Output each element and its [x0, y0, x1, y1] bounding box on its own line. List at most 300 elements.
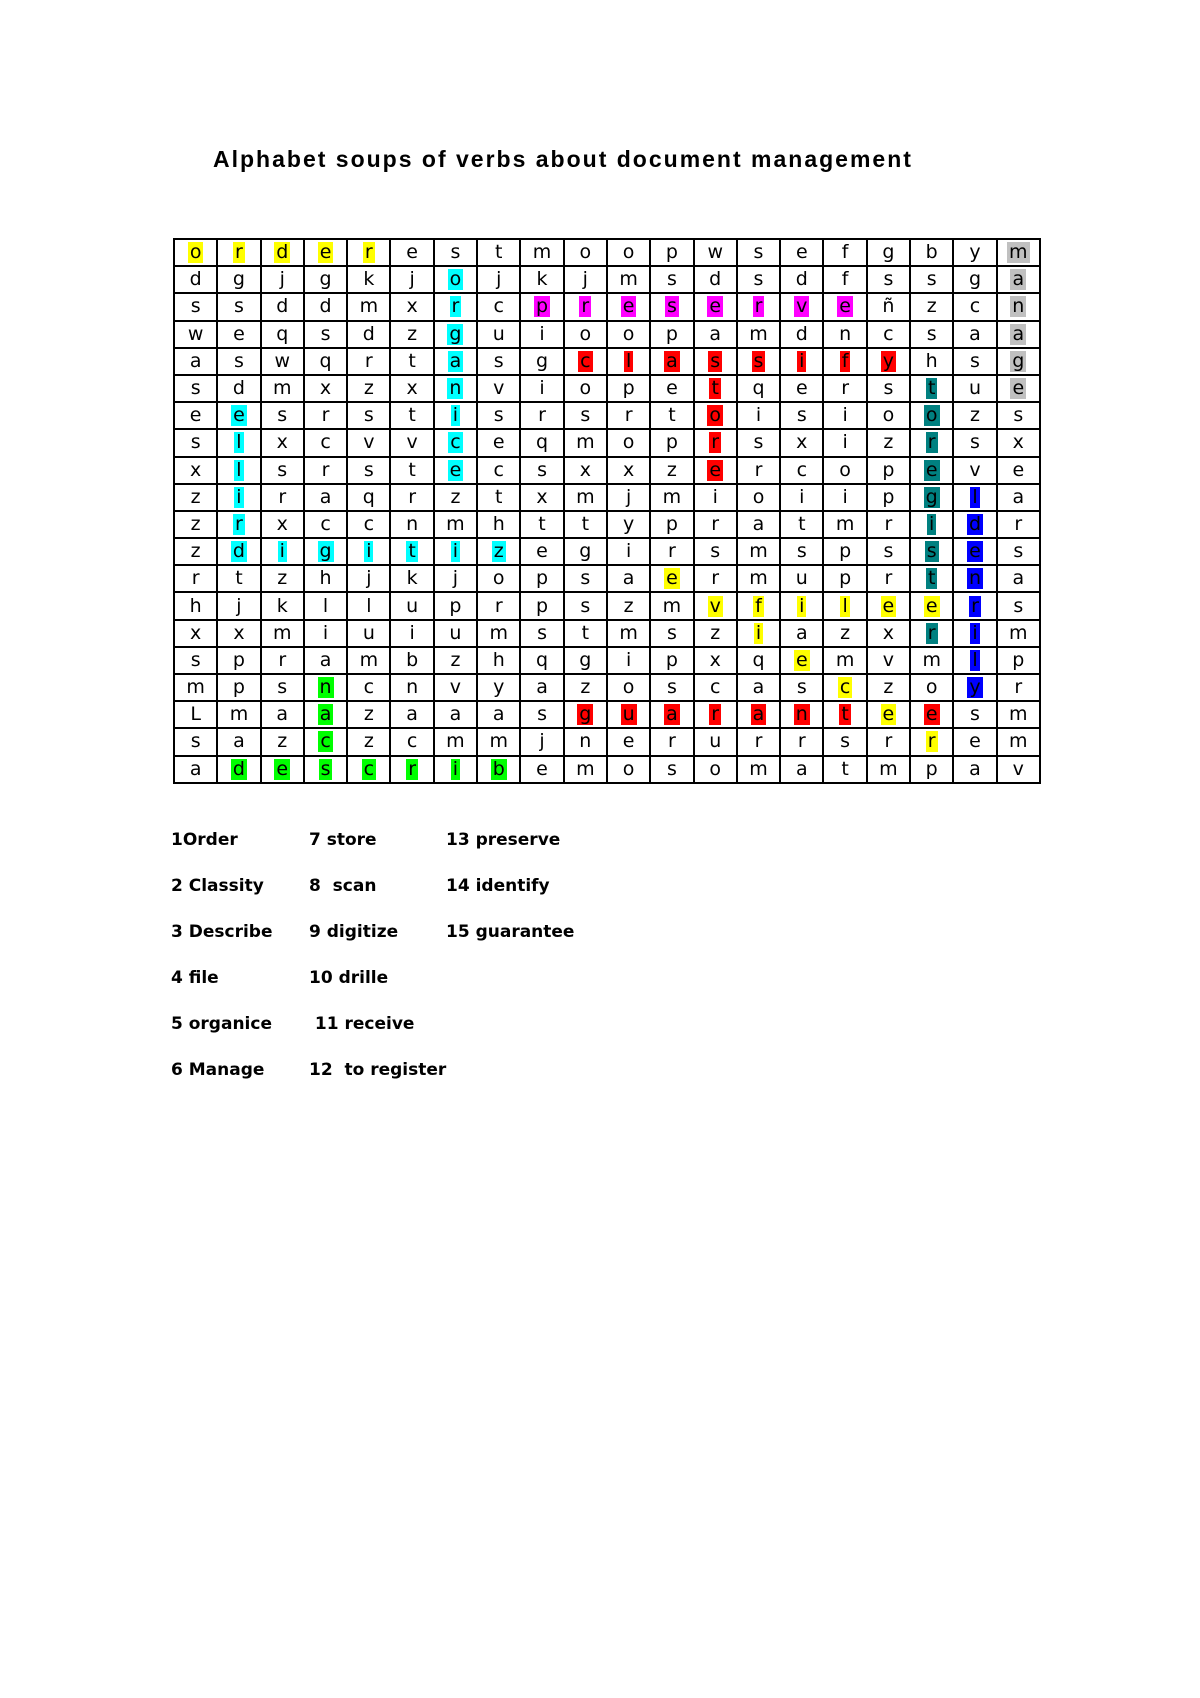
- grid-letter: h: [189, 594, 202, 617]
- grid-cell: [823, 348, 866, 375]
- grid-cell: [737, 293, 780, 320]
- grid-letter: i: [842, 431, 848, 454]
- grid-cell: [823, 511, 866, 538]
- grid-letter: g: [449, 322, 462, 345]
- grid-letter: s: [190, 295, 201, 318]
- grid-letter: o: [492, 567, 505, 590]
- grid-letter: e: [1012, 377, 1025, 400]
- grid-cell: [737, 565, 780, 592]
- grid-letter: x: [1012, 431, 1024, 454]
- grid-letter: n: [839, 322, 852, 345]
- grid-cell: [261, 674, 304, 701]
- grid-cell: [910, 375, 953, 402]
- grid-letter: s: [883, 540, 894, 563]
- grid-letter: t: [668, 404, 676, 427]
- grid-cell: [261, 701, 304, 728]
- grid-letter: v: [449, 676, 462, 699]
- grid-letter: x: [579, 458, 591, 481]
- grid-letter: u: [492, 322, 505, 345]
- grid-cell: [564, 293, 607, 320]
- grid-cell: [910, 511, 953, 538]
- grid-cell: [997, 484, 1040, 511]
- grid-cell: [304, 348, 347, 375]
- grid-cell: [520, 538, 563, 565]
- grid-cell: [477, 728, 520, 755]
- grid-letter: o: [925, 676, 938, 699]
- grid-letter: e: [795, 241, 808, 264]
- grid-letter: s: [1013, 540, 1024, 563]
- grid-cell: [997, 701, 1040, 728]
- grid-letter: s: [666, 676, 677, 699]
- grid-cell: [390, 756, 433, 783]
- grid-cell: [650, 620, 693, 647]
- grid-letter: a: [752, 703, 765, 726]
- grid-cell: [997, 457, 1040, 484]
- grid-cell: [434, 239, 477, 266]
- grid-cell: [217, 321, 260, 348]
- word-list-column: [171, 830, 273, 1106]
- grid-letter: p: [839, 540, 852, 563]
- grid-letter: s: [1013, 404, 1024, 427]
- grid-letter: r: [884, 567, 893, 590]
- grid-cell: [477, 402, 520, 429]
- grid-cell: [347, 239, 390, 266]
- grid-cell: [174, 429, 217, 456]
- grid-letter: z: [666, 458, 677, 481]
- grid-letter: e: [969, 540, 981, 563]
- grid-letter: r: [927, 621, 936, 644]
- grid-row: [174, 321, 1040, 348]
- grid-cell: [910, 239, 953, 266]
- grid-letter: d: [795, 322, 808, 345]
- grid-cell: [607, 457, 650, 484]
- grid-letter: y: [882, 349, 895, 372]
- grid-letter: c: [969, 295, 981, 318]
- grid-letter: t: [581, 621, 590, 644]
- grid-letter: v: [709, 594, 721, 617]
- grid-letter: z: [363, 730, 374, 753]
- grid-letter: r: [191, 567, 200, 590]
- grid-cell: [564, 511, 607, 538]
- grid-cell: [347, 429, 390, 456]
- grid-letter: n: [968, 567, 982, 590]
- grid-letter: g: [968, 268, 982, 291]
- grid-letter: m: [272, 377, 292, 400]
- grid-cell: [304, 592, 347, 619]
- grid-cell: [650, 402, 693, 429]
- grid-cell: [477, 239, 520, 266]
- grid-cell: [520, 511, 563, 538]
- grid-letter: r: [754, 295, 763, 318]
- grid-cell: [217, 511, 260, 538]
- grid-letter: s: [753, 349, 764, 372]
- grid-cell: [953, 592, 996, 619]
- grid-letter: d: [232, 757, 245, 780]
- grid-letter: m: [1009, 730, 1028, 753]
- grid-cell: [347, 701, 390, 728]
- grid-cell: [737, 728, 780, 755]
- grid-cell: [694, 756, 737, 783]
- grid-letter: m: [272, 621, 292, 644]
- grid-letter: m: [619, 268, 638, 291]
- grid-cell: [953, 348, 996, 375]
- grid-cell: [607, 647, 650, 674]
- grid-cell: [910, 674, 953, 701]
- grid-row: [174, 592, 1040, 619]
- grid-letter: s: [493, 349, 504, 372]
- grid-letter: q: [752, 648, 765, 671]
- grid-cell: [477, 511, 520, 538]
- grid-letter: a: [233, 730, 245, 753]
- grid-letter: u: [968, 377, 982, 400]
- grid-letter: e: [449, 458, 462, 481]
- grid-cell: [823, 484, 866, 511]
- grid-letter: r: [884, 730, 893, 753]
- grid-cell: [650, 484, 693, 511]
- grid-letter: o: [579, 241, 592, 264]
- grid-cell: [434, 538, 477, 565]
- word-item: 7 store: [309, 830, 377, 850]
- grid-cell: [390, 266, 433, 293]
- grid-cell: [564, 348, 607, 375]
- grid-cell: [997, 375, 1040, 402]
- word-item: 12 to register: [309, 1060, 447, 1080]
- grid-cell: [607, 375, 650, 402]
- grid-letter: e: [795, 377, 808, 400]
- grid-letter: v: [363, 431, 375, 454]
- grid-cell: [564, 756, 607, 783]
- grid-letter: s: [233, 349, 244, 372]
- grid-cell: [953, 293, 996, 320]
- grid-cell: [607, 321, 650, 348]
- grid-cell: [261, 375, 304, 402]
- grid-letter: x: [406, 377, 418, 400]
- grid-cell: [823, 457, 866, 484]
- grid-cell: [780, 674, 823, 701]
- grid-letter: p: [839, 567, 852, 590]
- grid-letter: r: [624, 404, 633, 427]
- grid-cell: [390, 402, 433, 429]
- grid-cell: [737, 620, 780, 647]
- grid-letter: a: [449, 349, 462, 372]
- grid-cell: [953, 728, 996, 755]
- grid-letter: a: [492, 703, 505, 726]
- grid-cell: [737, 457, 780, 484]
- grid-letter: e: [536, 757, 548, 780]
- grid-letter: j: [409, 268, 415, 291]
- grid-letter: u: [622, 703, 635, 726]
- grid-letter: e: [709, 458, 722, 481]
- grid-letter: q: [362, 485, 375, 508]
- grid-letter: r: [278, 648, 287, 671]
- grid-cell: [867, 402, 910, 429]
- grid-letter: m: [835, 648, 855, 671]
- grid-letter: g: [319, 268, 332, 291]
- grid-cell: [434, 728, 477, 755]
- grid-letter: c: [450, 431, 461, 454]
- grid-letter: m: [576, 757, 595, 780]
- grid-letter: s: [233, 295, 244, 318]
- grid-cell: [217, 484, 260, 511]
- grid-cell: [910, 756, 953, 783]
- grid-cell: [390, 429, 433, 456]
- grid-cell: [823, 321, 866, 348]
- grid-row: [174, 293, 1040, 320]
- grid-letter: c: [406, 730, 418, 753]
- grid-letter: a: [319, 485, 332, 508]
- grid-cell: [607, 511, 650, 538]
- grid-letter: e: [406, 241, 418, 264]
- grid-letter: a: [1012, 322, 1025, 345]
- grid-cell: [910, 348, 953, 375]
- grid-letter: i: [755, 621, 762, 644]
- grid-letter: u: [449, 621, 462, 644]
- grid-cell: [737, 375, 780, 402]
- grid-letter: r: [1014, 512, 1023, 535]
- grid-cell: [867, 756, 910, 783]
- grid-letter: r: [581, 295, 590, 318]
- grid-letter: a: [1012, 268, 1025, 291]
- grid-cell: [174, 321, 217, 348]
- grid-letter: t: [581, 512, 590, 535]
- grid-letter: g: [319, 540, 332, 563]
- grid-letter: m: [835, 512, 855, 535]
- grid-row: [174, 701, 1040, 728]
- grid-letter: r: [971, 594, 979, 617]
- grid-cell: [997, 538, 1040, 565]
- grid-cell: [520, 728, 563, 755]
- grid-cell: [304, 538, 347, 565]
- grid-cell: [953, 266, 996, 293]
- grid-letter: q: [319, 349, 332, 372]
- grid-letter: m: [446, 512, 465, 535]
- grid-cell: [997, 348, 1040, 375]
- grid-letter: o: [925, 404, 938, 427]
- grid-letter: x: [622, 458, 635, 481]
- grid-cell: [953, 620, 996, 647]
- grid-cell: [910, 457, 953, 484]
- grid-cell: [607, 728, 650, 755]
- grid-letter: g: [232, 268, 245, 291]
- grid-letter: o: [709, 757, 722, 780]
- grid-cell: [650, 293, 693, 320]
- grid-cell: [823, 647, 866, 674]
- grid-letter: j: [236, 594, 242, 617]
- grid-cell: [737, 429, 780, 456]
- grid-cell: [261, 457, 304, 484]
- grid-letter: s: [970, 349, 980, 372]
- word-list-column: [309, 830, 446, 1106]
- grid-cell: [304, 266, 347, 293]
- grid-cell: [217, 647, 260, 674]
- grid-cell: [607, 266, 650, 293]
- grid-letter: z: [840, 621, 851, 644]
- grid-cell: [390, 538, 433, 565]
- grid-row: [174, 620, 1040, 647]
- grid-letter: f: [841, 241, 849, 264]
- grid-cell: [174, 484, 217, 511]
- grid-cell: [477, 620, 520, 647]
- grid-letter: r: [711, 431, 720, 454]
- grid-cell: [434, 565, 477, 592]
- grid-cell: [867, 565, 910, 592]
- grid-cell: [174, 402, 217, 429]
- grid-cell: [390, 592, 433, 619]
- grid-cell: [217, 620, 260, 647]
- grid-cell: [434, 701, 477, 728]
- grid-letter: j: [582, 268, 588, 291]
- grid-letter: s: [1013, 594, 1024, 617]
- grid-cell: [347, 293, 390, 320]
- grid-letter: t: [841, 703, 849, 726]
- grid-letter: r: [711, 512, 720, 535]
- grid-letter: y: [622, 512, 635, 535]
- grid-cell: [347, 402, 390, 429]
- grid-letter: s: [320, 322, 331, 345]
- word-item: 8 scan: [309, 876, 377, 896]
- grid-row: [174, 266, 1040, 293]
- grid-letter: s: [883, 377, 894, 400]
- grid-letter: n: [319, 676, 332, 699]
- grid-letter: c: [883, 322, 894, 345]
- grid-letter: g: [1012, 349, 1025, 372]
- grid-cell: [780, 457, 823, 484]
- grid-cell: [477, 266, 520, 293]
- grid-cell: [823, 701, 866, 728]
- grid-cell: [477, 321, 520, 348]
- grid-cell: [953, 511, 996, 538]
- grid-cell: [564, 647, 607, 674]
- grid-cell: [867, 701, 910, 728]
- grid-cell: [823, 375, 866, 402]
- grid-letter: k: [363, 268, 375, 291]
- grid-cell: [434, 348, 477, 375]
- grid-cell: [867, 592, 910, 619]
- grid-cell: [564, 620, 607, 647]
- grid-cell: [304, 239, 347, 266]
- grid-letter: r: [711, 567, 720, 590]
- grid-letter: m: [229, 703, 249, 726]
- grid-letter: z: [623, 594, 634, 617]
- grid-row: [174, 484, 1040, 511]
- grid-letter: a: [319, 703, 332, 726]
- grid-cell: [217, 756, 260, 783]
- grid-letter: m: [879, 757, 898, 780]
- grid-letter: e: [622, 295, 635, 318]
- grid-letter: m: [186, 676, 205, 699]
- grid-letter: s: [666, 621, 677, 644]
- grid-cell: [650, 457, 693, 484]
- grid-letter: x: [233, 621, 245, 644]
- grid-cell: [520, 674, 563, 701]
- grid-cell: [477, 756, 520, 783]
- grid-letter: a: [709, 322, 722, 345]
- grid-letter: b: [406, 648, 419, 671]
- grid-cell: [217, 429, 260, 456]
- grid-letter: v: [882, 648, 895, 671]
- grid-letter: m: [749, 540, 768, 563]
- grid-letter: s: [493, 404, 504, 427]
- grid-letter: i: [279, 540, 285, 563]
- grid-cell: [261, 565, 304, 592]
- grid-cell: [694, 266, 737, 293]
- grid-row: [174, 348, 1040, 375]
- grid-cell: [953, 457, 996, 484]
- grid-letter: j: [452, 567, 459, 590]
- grid-letter: e: [882, 594, 895, 617]
- grid-cell: [477, 429, 520, 456]
- grid-letter: s: [190, 377, 201, 400]
- grid-cell: [174, 511, 217, 538]
- grid-letter: m: [489, 621, 508, 644]
- grid-letter: q: [752, 377, 765, 400]
- grid-letter: n: [449, 377, 462, 400]
- grid-letter: r: [408, 485, 417, 508]
- grid-letter: r: [278, 485, 287, 508]
- grid-letter: g: [882, 241, 895, 264]
- grid-letter: g: [925, 485, 938, 508]
- grid-cell: [997, 402, 1040, 429]
- grid-cell: [823, 538, 866, 565]
- grid-cell: [390, 321, 433, 348]
- grid-cell: [261, 728, 304, 755]
- grid-cell: [694, 457, 737, 484]
- grid-letter: r: [884, 512, 893, 535]
- grid-letter: v: [796, 295, 808, 318]
- grid-cell: [737, 484, 780, 511]
- grid-cell: [997, 511, 1040, 538]
- grid-cell: [434, 756, 477, 783]
- grid-letter: h: [492, 512, 505, 535]
- grid-cell: [953, 565, 996, 592]
- grid-letter: x: [406, 295, 418, 318]
- grid-cell: [434, 321, 477, 348]
- grid-cell: [953, 402, 996, 429]
- grid-cell: [650, 674, 693, 701]
- grid-cell: [217, 592, 260, 619]
- grid-cell: [737, 701, 780, 728]
- grid-letter: p: [665, 241, 678, 264]
- grid-letter: c: [493, 458, 504, 481]
- word-item: 6 Manage: [171, 1060, 265, 1080]
- grid-letter: s: [840, 730, 851, 753]
- grid-cell: [564, 239, 607, 266]
- grid-cell: [780, 321, 823, 348]
- grid-cell: [694, 647, 737, 674]
- grid-letter: k: [406, 567, 418, 590]
- grid-cell: [304, 728, 347, 755]
- grid-letter: s: [796, 404, 807, 427]
- grid-letter: a: [189, 349, 202, 372]
- grid-cell: [650, 701, 693, 728]
- grid-letter: i: [755, 404, 762, 427]
- grid-letter: x: [190, 458, 202, 481]
- grid-cell: [477, 375, 520, 402]
- grid-cell: [737, 348, 780, 375]
- grid-cell: [780, 620, 823, 647]
- grid-cell: [261, 592, 304, 619]
- grid-cell: [390, 511, 433, 538]
- grid-cell: [347, 647, 390, 674]
- grid-cell: [174, 375, 217, 402]
- grid-letter: c: [320, 431, 331, 454]
- grid-letter: a: [795, 757, 808, 780]
- grid-cell: [174, 348, 217, 375]
- grid-letter: s: [277, 458, 288, 481]
- grid-cell: [737, 239, 780, 266]
- grid-letter: s: [580, 404, 591, 427]
- word-item: 5 organice: [171, 1014, 272, 1034]
